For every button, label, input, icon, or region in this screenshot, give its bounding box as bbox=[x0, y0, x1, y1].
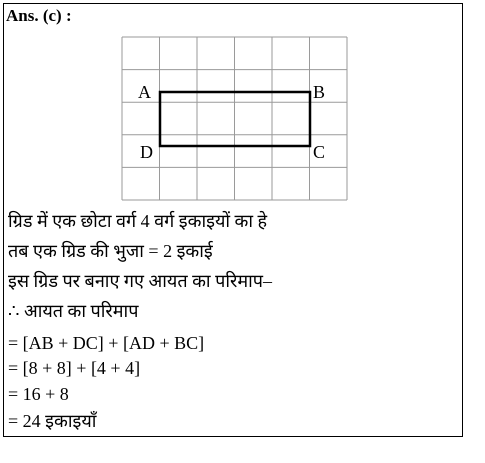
vertex-b-label: B bbox=[313, 82, 326, 102]
solution-line-5: = [AB + DC] + [AD + BC] bbox=[8, 333, 205, 353]
vertex-d-label: D bbox=[140, 142, 153, 162]
solution-line-6: = [8 + 8] + [4 + 4] bbox=[8, 358, 141, 378]
solution-line-4: ∴ आयत का परिमाप bbox=[8, 301, 139, 321]
vertex-a-label: A bbox=[138, 82, 151, 102]
solution-line-2: तब एक ग्रिड की भुजा = 2 इकाई bbox=[8, 241, 213, 261]
solution-line-8: = 24 इकाइयाँ bbox=[8, 411, 97, 431]
answer-heading: Ans. (c) : bbox=[6, 6, 72, 25]
solution-line-7: = 16 + 8 bbox=[8, 384, 69, 404]
grid-lines bbox=[122, 37, 347, 200]
vertex-c-label: C bbox=[313, 142, 326, 162]
solution-line-1: ग्रिड में एक छोटा वर्ग 4 वर्ग इकाइयों का हे bbox=[8, 211, 268, 231]
solution-line-3: इस ग्रिड पर बनाए गए आयत का परिमाप– bbox=[8, 271, 272, 291]
